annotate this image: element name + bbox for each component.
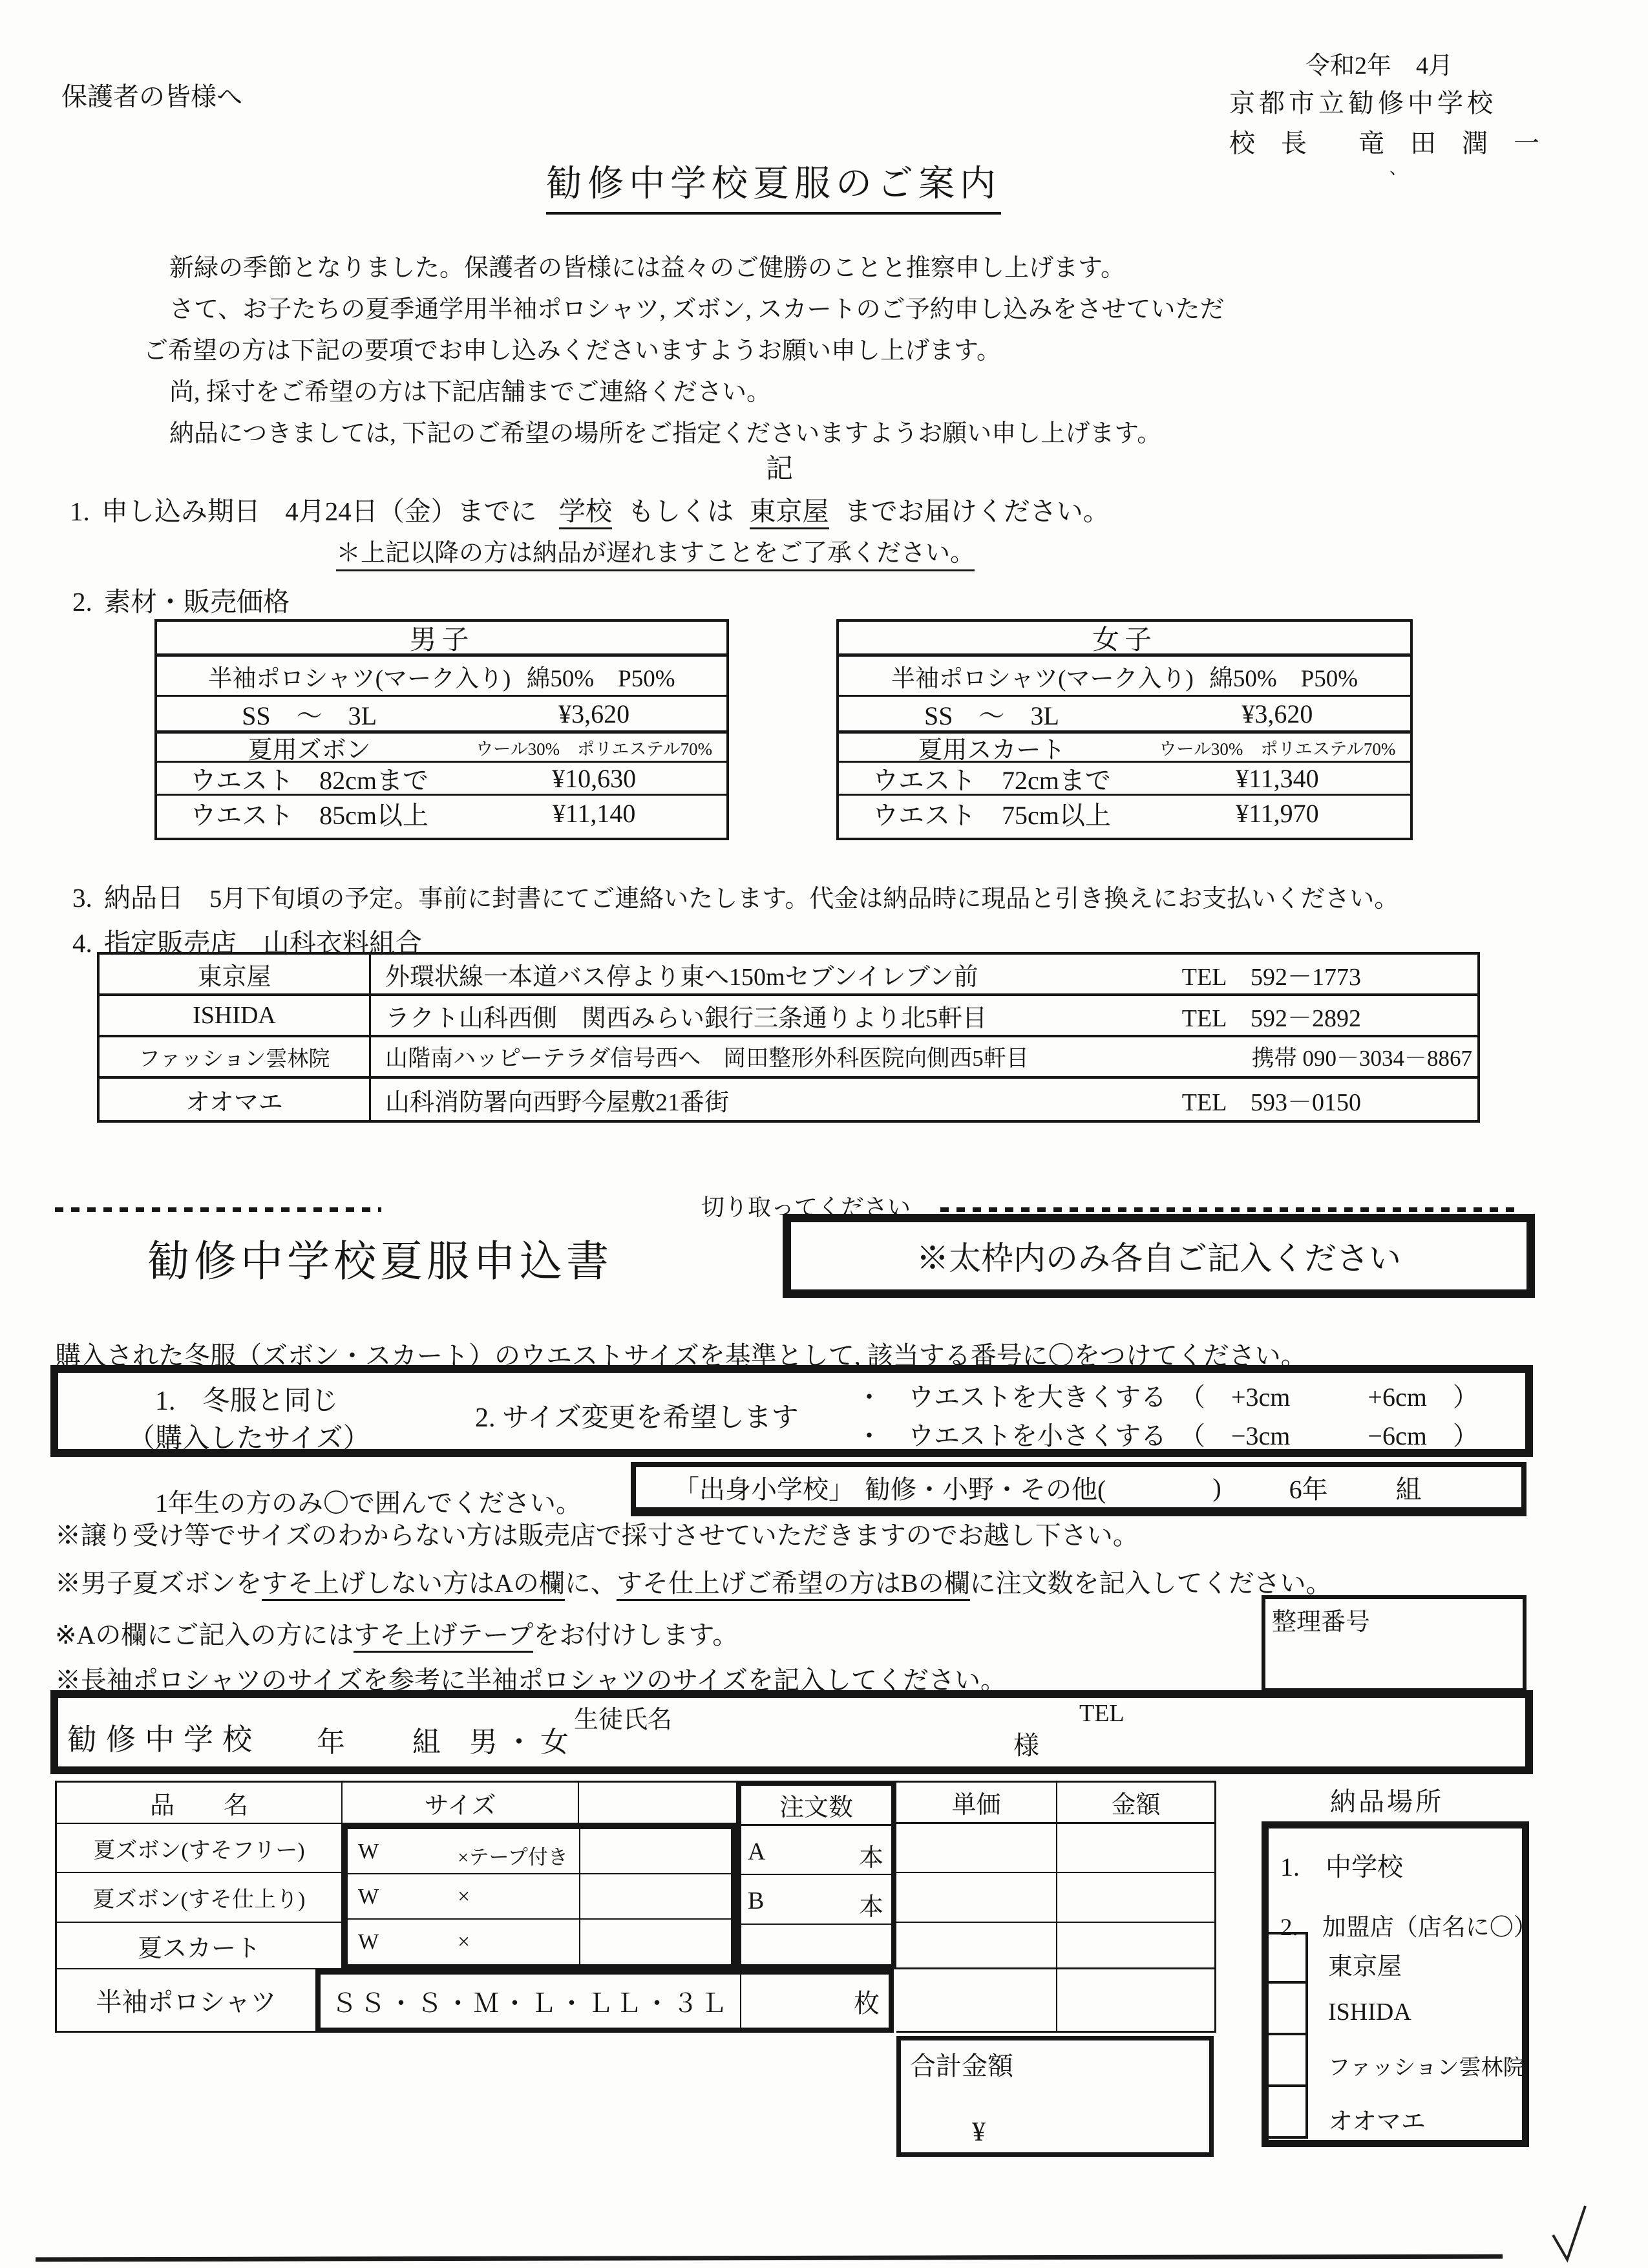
header-school-name: 京都市立勧修中学校: [1229, 89, 1497, 118]
row-value: ウール30% ポリエステル70%: [1159, 739, 1396, 759]
delivery-store-option: ファッション雲林院: [1328, 2056, 1525, 2080]
qty-row-letter: A: [748, 1838, 766, 1865]
order-header-item: 品 名: [55, 1781, 343, 1824]
girls-table-header: 女子: [839, 622, 1410, 657]
store-tel: TEL 592－2892: [1181, 1004, 1361, 1032]
greeting-line: ご希望の方は下記の要項でお申し込みくださいますようお願い申し上げます。: [143, 337, 1001, 365]
greeting-line: 納品につきましては, 下記のご希望の場所をご指定くださいますようお願い申し上げます。: [169, 420, 1162, 447]
item3-text: 5月下旬頃の予定。事前に封書にてご連絡いたします。代金は納品時に現品と引き換えにお支払いください。: [209, 885, 1399, 913]
table-row: [839, 657, 1410, 697]
size-w-label: W: [358, 1885, 379, 1909]
item2-label: 素材・販売価格: [104, 587, 290, 617]
store-table: [97, 952, 1480, 1123]
note-resize: ※譲り受け等でサイズのわからない方は販売店で採寸させていただきますのでお越し下さい。: [55, 1521, 1139, 1550]
row-value: 綿50% P50%: [526, 665, 675, 692]
note-hem-pre: ※男子夏ズボンを: [55, 1569, 262, 1598]
greeting-line: 尚, 採寸をご希望の方は下記店舗までご連絡ください。: [169, 379, 772, 406]
polo-qty-unit: 枚: [854, 1988, 880, 2018]
student-class-label: 組: [412, 1726, 441, 1758]
store-name: 東京屋: [100, 955, 371, 993]
note-tape-post: をお付けします。: [533, 1620, 739, 1649]
row-item: 半袖ポロシャツ(マーク入り): [891, 665, 1194, 692]
item1-conjunction: もしくは: [628, 496, 734, 526]
elementary-choices: 勧修・小野・その他(: [865, 1474, 1106, 1504]
row-value: ¥11,340: [1236, 763, 1319, 793]
store-address: 山科消防署向西野今屋敷21番街: [385, 1088, 730, 1116]
size-instruction: 購入された冬服（ズボン・スカート）のウエストサイズを基準として, 該当する番号に〇をつけてください。: [55, 1341, 1307, 1370]
order-row-item: 夏ズボン(すそフリー): [55, 1824, 343, 1873]
order-header-blank: [579, 1781, 736, 1824]
delivery-store-option: ISHIDA: [1328, 1998, 1411, 2026]
row-value: 綿50% P50%: [1209, 665, 1358, 692]
item3-line: [72, 876, 1399, 915]
item2-line: [72, 580, 290, 619]
header-date: 令和2年 4月: [1305, 52, 1453, 79]
order-header-unit-price: 単価: [896, 1781, 1057, 1824]
delivery-checkbox: [1268, 2087, 1308, 2139]
row-value: ¥10,630: [552, 763, 637, 793]
boys-table-header: 男子: [157, 622, 726, 657]
elementary-kumi: 組: [1395, 1474, 1422, 1504]
row-value: ¥11,970: [1236, 799, 1319, 828]
ki-heading: 記: [766, 454, 794, 484]
reference-number-box: [1262, 1595, 1527, 1692]
elementary-school-box: [631, 1462, 1527, 1516]
option1-sublabel: （購入したサイズ）: [128, 1424, 370, 1454]
cut-dash-right: [940, 1207, 1516, 1212]
note-hem-underline-b: すそ仕上げご希望の方はBの欄: [617, 1569, 970, 1601]
note-tape-underline: すそ上げテープ: [354, 1620, 533, 1653]
greeting-line: さて、お子たちの夏季通学用半袖ポロシャツ, ズボン, スカートのご予約申し込みをさせていただ: [169, 296, 1225, 323]
table-row: [157, 697, 726, 734]
row-item: SS ～ 3L: [924, 701, 1059, 730]
greeting-line: 新緑の季節となりました。保護者の皆様には益々のご健勝のことと推察申し上げます。: [169, 255, 1125, 282]
row-value: ¥11,140: [552, 799, 636, 828]
row-item: 半袖ポロシャツ(マーク入り): [208, 665, 511, 692]
item1-number: 1.: [70, 496, 90, 526]
size-w-label: W: [358, 1930, 379, 1954]
row-item: ウエスト 75cm以上: [872, 801, 1111, 830]
amount-cell: [1057, 1873, 1216, 1923]
polo-size-options: ＳＳ・Ｓ・Ｍ・Ｌ・ＬＬ・３Ｌ: [331, 1988, 730, 2018]
unit-price-cell: [896, 1923, 1057, 1969]
store-tel: TEL 592－1773: [1181, 963, 1361, 991]
store-name: ファッション雲林院: [100, 1037, 371, 1076]
note-hem-post: に注文数を記入してください。: [969, 1569, 1332, 1598]
qty-row-letter: B: [748, 1887, 765, 1914]
first-year-note: 1年生の方のみ〇で囲んでください。: [155, 1489, 582, 1518]
store-detail: [371, 998, 1477, 1033]
unit-price-cell: [896, 1824, 1057, 1873]
item4-number: 4.: [72, 928, 92, 958]
addressee: 保護者の皆様へ: [61, 82, 242, 111]
item1-line: [70, 490, 1110, 528]
table-row: [839, 697, 1410, 734]
size-x-label: ×: [458, 1930, 470, 1954]
store-address: ラクト山科西側 関西みらい銀行三条通りより北5軒目: [385, 1004, 988, 1032]
note-polo: ※長袖ポロシャツのサイズを参考に半袖ポロシャツのサイズを記入してください。: [55, 1666, 1006, 1695]
item3-number: 3.: [72, 883, 92, 913]
delivery-header: 納品場所: [1330, 1787, 1444, 1816]
note-hem: [55, 1563, 1332, 1600]
table-row: [839, 734, 1410, 763]
row-item: ウエスト 82cmまで: [190, 765, 429, 795]
scan-edge-line: [36, 2254, 1503, 2262]
row-value: ウール30% ポリエステル70%: [476, 739, 713, 759]
order-row-item: 半袖ポロシャツ: [55, 1969, 315, 2033]
option1-label: 1. 冬服と同じ: [155, 1386, 339, 1416]
reference-number-label: 整理番号: [1272, 1609, 1371, 1636]
store-address: 外環状線一本道バス停より東へ150mセブンイレブン前: [385, 963, 978, 991]
item3-label: 納品日: [104, 883, 184, 913]
row-item: 夏用スカート: [918, 736, 1066, 764]
elementary-label: 「出身小学校」: [673, 1474, 854, 1504]
student-gender: 男 ・ 女: [469, 1726, 569, 1758]
store-tel: 携帯 090－3034－8867: [1251, 1046, 1472, 1071]
total-amount-box: [896, 2036, 1214, 2157]
qty-row: [741, 1875, 891, 1925]
waist-reduce-label: ・ ウエストを小さくする: [856, 1421, 1167, 1450]
order-header-amount: 金額: [1057, 1781, 1216, 1824]
student-school: 勧修中学校: [67, 1723, 261, 1756]
store-row: [100, 996, 1477, 1037]
total-label: 合計金額: [910, 2051, 1013, 2081]
unit-price-cell: [896, 1873, 1057, 1923]
waist-reduce-values: （ −3cm −6cm ）: [1179, 1421, 1479, 1450]
store-name: ISHIDA: [100, 996, 371, 1035]
row-item: 夏用ズボン: [248, 736, 371, 764]
store-row: [100, 1079, 1477, 1120]
total-yen-sign: ¥: [972, 2117, 986, 2147]
polo-size-bold-box: [315, 1969, 894, 2033]
student-year-label: 年: [317, 1726, 345, 1758]
size-row: [348, 1829, 731, 1874]
student-sama: 様: [1013, 1731, 1039, 1760]
store-name: オオマエ: [100, 1079, 371, 1120]
boys-price-table: [154, 619, 729, 840]
header-comma-mark: 、: [1389, 159, 1407, 178]
store-row: [100, 1037, 1477, 1079]
cut-dash-left: [55, 1207, 381, 1212]
order-row-item: 夏スカート: [55, 1923, 343, 1969]
item4-label: 指定販売店 山科衣料組合: [104, 928, 422, 958]
store-detail: [371, 1041, 1477, 1073]
size-w-label: W: [358, 1839, 379, 1863]
elementary-close-paren: ): [1212, 1472, 1221, 1502]
unit-price-cell: [896, 1969, 1057, 2033]
cut-label: 切り取ってください: [701, 1194, 911, 1220]
store-detail: [371, 1082, 1477, 1118]
store-address: 山階南ハッピーテラダ信号西へ 岡田整形外科医院向側西5軒目: [385, 1046, 1029, 1071]
order-row-item: 夏ズボン(すそ仕上り): [55, 1873, 343, 1923]
student-tel-label: TEL: [1079, 1700, 1125, 1727]
table-row: [157, 734, 726, 763]
form-title: 勧修中学校夏服申込書: [147, 1238, 613, 1286]
student-name-label: 生徒氏名: [574, 1706, 673, 1733]
size-row: [348, 1874, 731, 1920]
table-row: [157, 657, 726, 697]
size-x-label: ×: [458, 1885, 470, 1909]
note-tape: [55, 1615, 738, 1651]
store-detail: [371, 957, 1477, 992]
table-row: [157, 763, 726, 796]
item1-deadline: 4月24日（金）までに: [285, 496, 537, 526]
item1-post: までお届けください。: [844, 496, 1110, 526]
row-item: ウエスト 85cm以上: [190, 801, 429, 830]
student-info-box: [50, 1690, 1533, 1774]
order-size-bold-box: [343, 1824, 736, 1969]
qty-row-unit: 本: [858, 1894, 883, 1921]
note-hem-underline-a: すそ上げしない方はAの欄: [262, 1569, 565, 1601]
table-row: [157, 796, 726, 831]
order-qty-bold-box: [736, 1781, 896, 1969]
row-item: SS ～ 3L: [242, 701, 377, 730]
item1-place-tokyoya: 東京屋: [750, 496, 829, 529]
amount-cell: [1057, 1824, 1216, 1873]
item1-note: ＊上記以降の方は納品が遅れますことをご了承ください。: [336, 533, 975, 571]
delivery-option2: 2. 加盟店（店名に〇）: [1280, 1914, 1537, 1941]
order-header-size: サイズ: [343, 1781, 579, 1824]
delivery-store-option: 東京屋: [1328, 1953, 1402, 1980]
girls-price-table: [836, 619, 1413, 840]
option2-label: 2. サイズ変更を希望します: [475, 1403, 799, 1433]
elementary-year: 6年: [1289, 1474, 1328, 1504]
row-value: ¥3,620: [1241, 699, 1313, 728]
note-tape-pre: ※Aの欄にご記入の方には: [55, 1620, 354, 1649]
qty-row: [741, 1826, 891, 1875]
amount-cell: [1057, 1969, 1216, 2033]
store-row: [100, 955, 1477, 996]
amount-cell: [1057, 1923, 1216, 1969]
document-title: 勧修中学校夏服のご案内: [546, 155, 1001, 215]
store-tel: TEL 593－0150: [1181, 1088, 1361, 1116]
waist-enlarge-label: ・ ウエストを大きくする: [856, 1383, 1167, 1412]
qty-row-unit: 本: [858, 1845, 883, 1872]
item1-place-school: 学校: [559, 496, 612, 529]
order-header-qty: 注文数: [741, 1786, 891, 1826]
delivery-checkbox: [1268, 1932, 1308, 1984]
header-principal: 校 長 竜 田 潤 一: [1229, 129, 1539, 158]
delivery-checkbox: [1268, 1984, 1308, 2035]
size-options-box: [50, 1365, 1533, 1457]
item2-number: 2.: [72, 587, 92, 617]
note-hem-mid: に、: [564, 1569, 617, 1598]
size-row: [348, 1920, 731, 1964]
delivery-store-option: オオマエ: [1328, 2108, 1426, 2136]
delivery-bold-box: [1262, 1821, 1537, 2147]
table-row: [839, 796, 1410, 831]
row-value: ¥3,620: [558, 699, 630, 728]
pen-checkmark: [1548, 2203, 1600, 2264]
row-item: ウエスト 72cmまで: [872, 765, 1111, 795]
delivery-option1: 1. 中学校: [1280, 1852, 1403, 1881]
table-row: [839, 763, 1410, 796]
item1-label: 申し込み期日: [101, 496, 260, 526]
size-x-label: ×テープ付き: [458, 1846, 568, 1869]
waist-enlarge-values: （ +3cm +6cm ）: [1179, 1383, 1479, 1412]
delivery-checkbox: [1268, 2035, 1308, 2087]
form-notice-box: ※太枠内のみ各自ご記入ください: [783, 1214, 1535, 1298]
